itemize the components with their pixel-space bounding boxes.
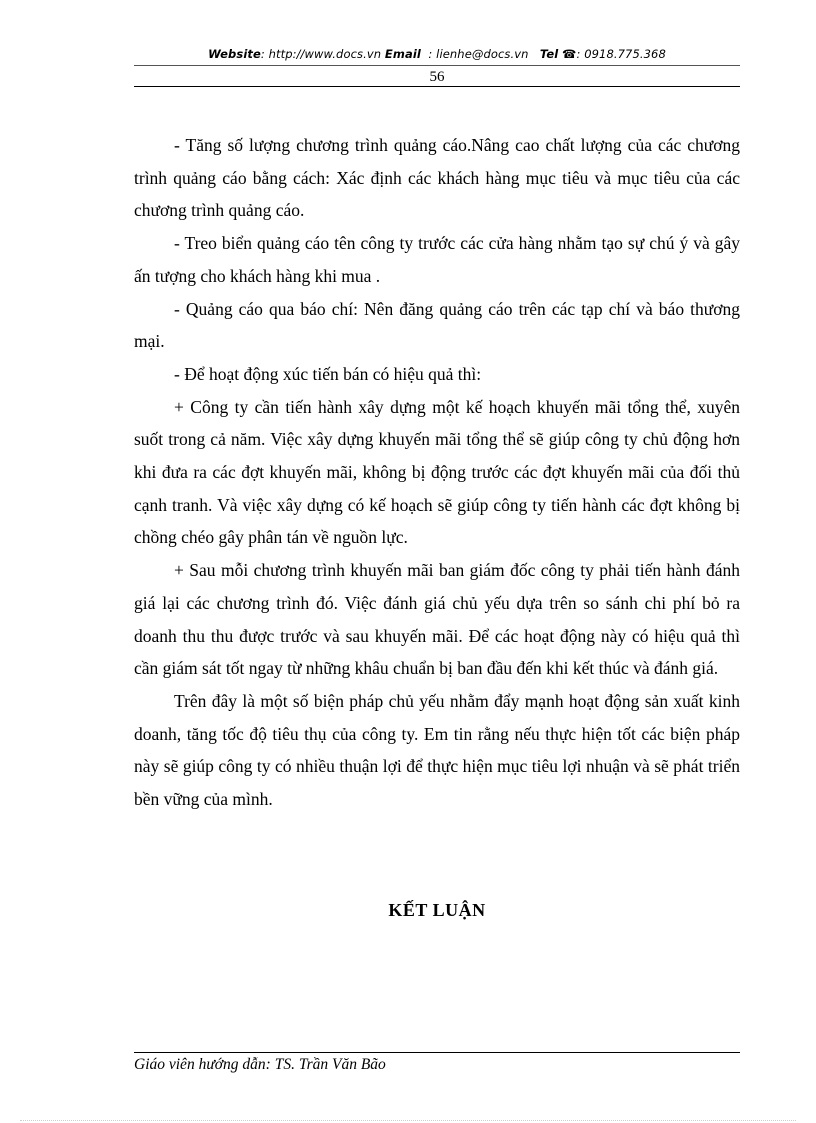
body-text [134, 129, 740, 816]
website-label: Website [208, 47, 261, 61]
footer-divider [134, 1052, 740, 1053]
paragraph: Trên đây là một số biện pháp chủ yếu nhằm đẩy mạnh hoạt động sản xuất kinh doanh, tăng tốc độ tiêu thụ của công ty. Em tin rằng nếu thực hiện tốt các biện pháp này sẽ giúp công ty có nhiều thuận lợi để thực hiện mục tiêu lợi nhuận và sẽ phát triển bền vững của mình. [134, 690, 740, 810]
tel-label: Tel [539, 47, 559, 61]
paragraph: - Tăng số lượng chương trình quảng cáo.Nâng cao chất lượng của các chương trình quảng cáo bằng cách: Xác định các khách hàng mục tiêu và mục tiêu của các chương trình quảng cáo. [134, 135, 740, 221]
paragraph: - Treo biển quảng cáo tên công ty trước các cửa hàng nhằm tạo sự chú ý và gây ấn tượng cho khách hàng khi mua . [134, 233, 740, 286]
email-value: : lienhe@docs.vn [428, 47, 529, 61]
page-number: 56 [429, 69, 445, 85]
paragraph: + Sau mỗi chương trình khuyến mãi ban giám đốc công ty phải tiến hành đánh giá lại các chương trình đó. Việc đánh giá chủ yếu dựa trên so sánh chi phí bỏ ra doanh thu thu được trước và sau khuyến mãi. Để các hoạt động này có hiệu quả thì cần giám sát tốt ngay từ những khâu chuẩn bị ban đầu đến khi kết thúc và đánh giá. [134, 560, 740, 679]
phone-icon: ☎ [562, 47, 577, 61]
paragraph: - Quảng cáo qua báo chí: Nên đăng quảng cáo trên các tạp chí và báo thương mại. [134, 298, 740, 352]
section-heading: KẾT LUẬN [388, 900, 486, 920]
page-footer: Giáo viên hướng dẫn: TS. Trần Văn Bão [134, 1056, 386, 1073]
header-divider [134, 65, 740, 66]
tel-value: : 0918.775.368 [576, 47, 666, 61]
paragraph: - Để hoạt động xúc tiến bán có hiệu quả thì: [174, 363, 482, 384]
website-value: : http://www.docs.vn [260, 47, 382, 61]
page-edge-divider [20, 1120, 796, 1121]
header-bottom-divider [134, 86, 740, 87]
email-label: Email [384, 47, 421, 61]
page-header [134, 47, 740, 61]
paragraph: + Công ty cần tiến hành xây dựng một kế hoạch khuyến mãi tổng thể, xuyên suốt trong cả năm. Việc xây dựng khuyến mãi tổng thể sẽ giúp công ty chủ động hơn khi đưa ra các đợt khuyến mãi, không bị động trước các đợt khuyến mãi của đối thủ cạnh tranh. Và việc xây dựng có kế hoạch sẽ giúp công ty tiến hành các đợt không bị chồng chéo gây phân tán về nguồn lực. [134, 396, 740, 548]
